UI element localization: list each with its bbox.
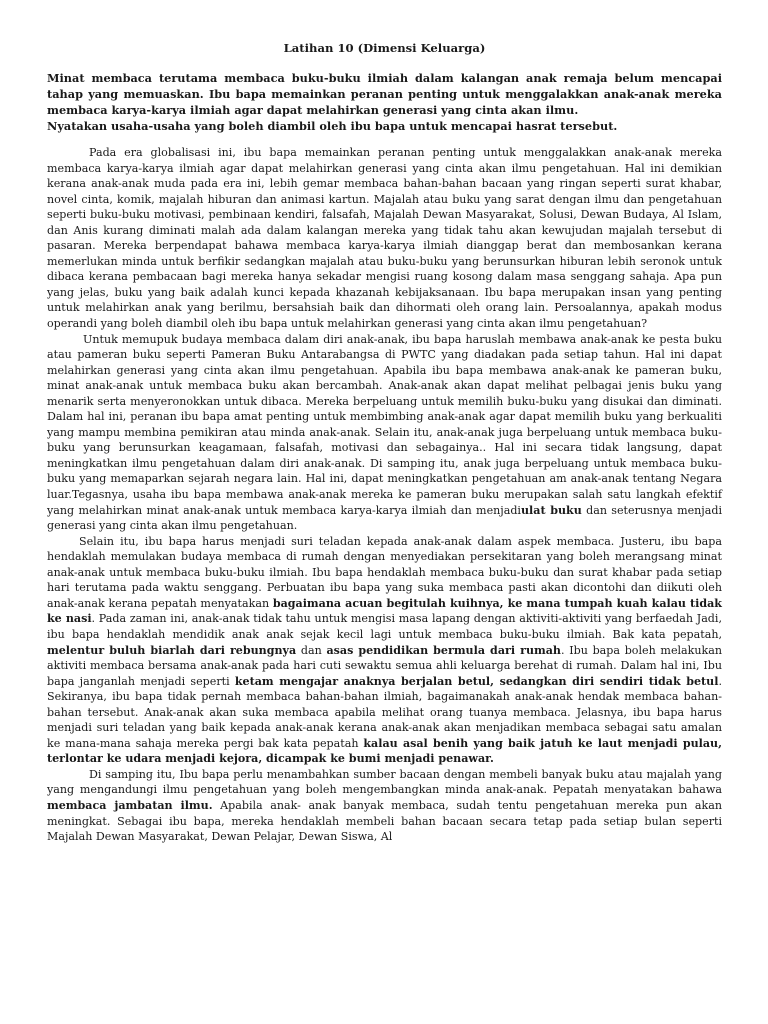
essay-question (47, 70, 722, 134)
paragraph-text: Di samping itu, Ibu bapa perlu menambahkan sumber bacaan dengan membeli banyak buku atau majalah yang yang mengandungi ilmu pengetahuan yang boleh mengembangkan minda anak-anak. Pepatah menyatakan bahawa (47, 767, 722, 797)
paragraph-text: Untuk memupuk budaya membaca dalam diri anak-anak, ibu bapa haruslah membawa anak-anak ke pesta buku atau pameran buku seperti Pameran Buku Antarabangsa di PWTC yang diadakan pada setiap tahun. Hal ini dapat melahirkan generasi yang cinta akan ilmu pengetahuan. Apabila ibu bapa membawa anak-anak ke pameran buku, minat anak-anak untuk membaca buku akan bercambah. Anak-anak akan dapat melihat pelbagai jenis buku yang menarik serta menyeronokkan untuk dibaca. Mereka berpeluang untuk memilih buku-buku yang disukai dan diminati. Dalam hal ini, peranan ibu bapa amat penting untuk membimbing anak-anak agar dapat memilih buku yang berkualiti yang mampu membina pemikiran atau minda anak-anak. Selain itu, anak-anak juga berpeluang untuk membaca buku-buku yang berunsurkan keagamaan, falsafah, motivasi dan sebagainya.. Hal ini secara tidak langsung, dapat meningkatkan ilmu pengetahuan dalam diri anak-anak. Di samping itu, anak juga berpeluang untuk membaca buku-buku yang memaparkan sejarah negara lain. Hal ini, dapat meningkatkan pengetahuan am anak-anak tentang Negara luar.Tegasnya, usaha ibu bapa membawa anak-anak mereka ke pameran buku merupakan salah satu langkah efektif yang melahirkan minat anak-anak untuk membaca karya-karya ilmiah dan menjadi (47, 332, 722, 517)
paragraph-point-three (47, 767, 722, 845)
paragraph-text: dan seterusnya menjadi generasi yang cinta akan ilmu pengetahuan. (47, 503, 722, 533)
emphasis-text: bagaimana acuan begitulah kuihnya, ke mana tumpah kuah kalau tidak ke nasi (47, 596, 722, 626)
emphasis-text: melentur buluh biarlah dari rebungnya (47, 643, 297, 657)
emphasis-text: membaca jambatan ilmu. (47, 798, 213, 812)
paragraph-text: . Pada zaman ini, anak-anak tidak tahu untuk mengisi masa lapang dengan aktiviti-aktiviti yang berfaedah Jadi, ibu bapa hendaklah mendidik anak anak sejak kecil lagi untuk membaca buku-buku ilmiah. Bak kata pepatah, (47, 612, 722, 641)
emphasis-text: ketam mengajar anaknya berjalan betul, sedangkan diri sendiri tidak betul (234, 674, 719, 688)
question-statement: Minat membaca terutama membaca buku-buku ilmiah dalam kalangan anak remaja belum mencapai tahap yang memuaskan. Ibu bapa memainkan peranan penting untuk menggalakkan anak-anak mereka membaca karya-karya ilmiah agar dapat melahirkan generasi yang cinta akan ilmu. (47, 71, 722, 117)
emphasis-text: asas pendidikan bermula dari rumah (326, 643, 562, 657)
paragraph-text: . Sekiranya, ibu bapa tidak pernah membaca bahan-bahan ilmiah, bagaimanakah anak-anak hendak membaca bahan-bahan tersebut. Anak-anak akan suka membaca apabila melihat orang tuanya membaca. Jelasnya, ibu bapa harus menjadi suri teladan yang baik kepada anak-anak kerana anak-anak akan menjadikan membaca sebagai satu amalan ke mana-mana sahaja mereka pergi bak kata pepatah (47, 674, 722, 750)
emphasis-text: kalau asal benih yang baik jatuh ke laut menjadi pulau, terlontar ke udara menjadi kejora, dicampak ke bumi menjadi penawar. (47, 736, 722, 766)
paragraph-point-two (47, 534, 722, 767)
paragraph-text: Selain itu, ibu bapa harus menjadi suri teladan kepada anak-anak dalam aspek membaca. Justeru, ibu bapa hendaklah memulakan budaya membaca di rumah dengan menyediakan persekitaran yang boleh merangsang minat anak-anak untuk membaca buku-buku ilmiah. Ibu bapa hendaklah membaca buku-buku dan surat khabar pada setiap hari terutama pada waktu senggang. Perbuatan ibu bapa yang suka membaca pasti akan dicontohi dan diikuti oleh anak-anak kerana pepatah menyatakan (47, 534, 722, 610)
paragraph-text: dan (296, 643, 327, 657)
paragraph-text: Apabila anak- anak banyak membaca, sudah tentu pengetahuan mereka pun akan meningkat. Sebagai ibu bapa, mereka hendaklah membeli bahan bacaan secara tetap pada setiap bulan seperti Majalah Dewan Masyarakat, Dewan Pelajar, Dewan Siswa, Al (47, 798, 722, 844)
paragraph-introduction: Pada era globalisasi ini, ibu bapa memainkan peranan penting untuk menggalakkan anak-anak mereka membaca karya-karya ilmiah agar dapat melahirkan generasi yang cinta akan ilmu pengetahuan. Hal ini demikian kerana anak-anak muda pada era ini, lebih gemar membaca bahan-bahan bacaan yang ringan seperti surat khabar, novel cinta, komik, majalah hiburan dan animasi kartun. Majalah atau buku yang sarat dengan ilmu dan pengetahuan seperti buku-buku motivasi, pembinaan kendiri, falsafah, Majalah Dewan Masyarakat, Solusi, Dewan Budaya, Al Islam, dan Anis kurang diminati malah ada dalam kalangan mereka yang tidak tahu akan kewujudan majalah tersebut di pasaran. Mereka berpendapat bahawa membaca karya-karya ilmiah dianggap berat dan membosankan kerana memerlukan minda untuk berfikir sedangkan majalah atau buku-buku yang berunsurkan hiburan lebih seronok untuk dibaca kerana pembacaan bagi mereka hanya sekadar mengisi ruang kosong dalam masa senggang sahaja. Apa pun yang jelas, buku yang baik adalah kunci kepada khazanah kebijaksanaan. Ibu bapa merupakan insan yang penting untuk melahirkan anak yang berilmu, bersahsiah baik dan dihormati oleh orang lain. Persoalannya, apakah modus operandi yang boleh diambil oleh ibu bapa untuk melahirkan generasi yang cinta akan ilmu pengetahuan? (47, 146, 722, 331)
emphasis-text: ulat buku (520, 503, 582, 517)
question-instruction: Nyatakan usaha-usaha yang boleh diambil oleh ibu bapa untuk mencapai hasrat tersebut. (47, 119, 618, 133)
essay-body (47, 145, 722, 845)
document-title: Latihan 10 (Dimensi Keluarga) (283, 41, 486, 55)
paragraph-point-one (47, 332, 722, 534)
paragraph-text: . Ibu bapa boleh melakukan aktiviti membaca bersama anak-anak pada hari cuti sewaktu semua ahli keluarga berehat di rumah. Dalam hal ini, Ibu bapa janganlah menjadi seperti (47, 643, 723, 688)
